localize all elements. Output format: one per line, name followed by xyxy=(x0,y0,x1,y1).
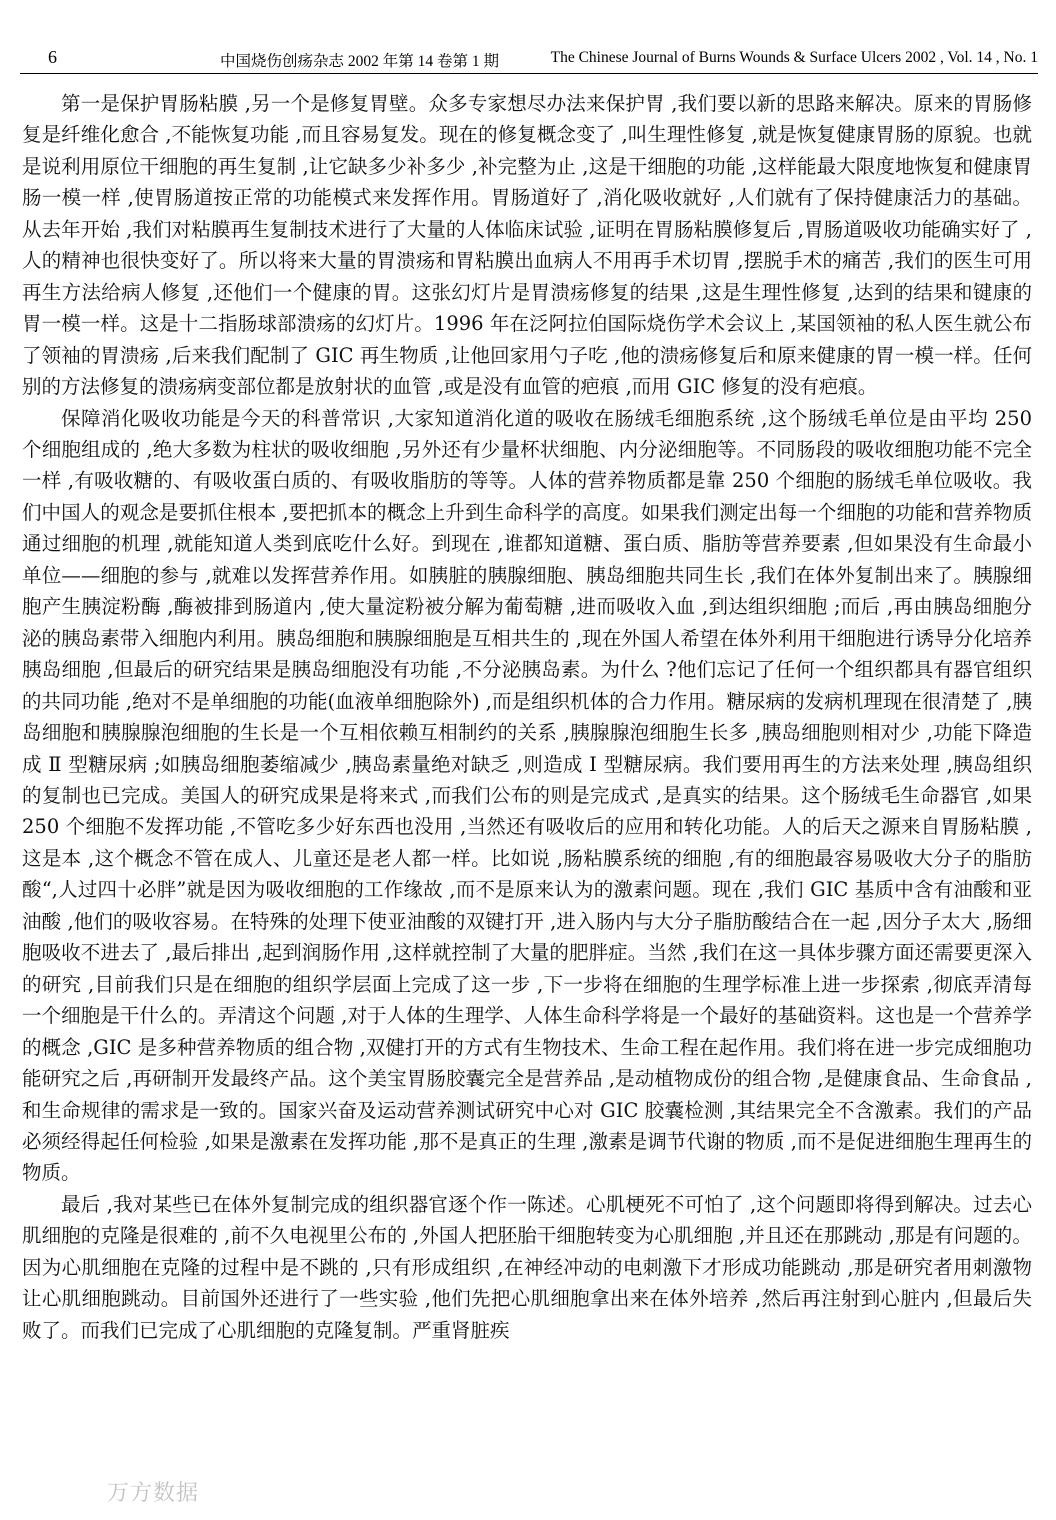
header-rule xyxy=(20,73,1038,74)
journal-title-english: The Chinese Journal of Burns Wounds & Surface Ulcers 2002 , Vol. 14 , No. 1 xyxy=(550,49,1038,66)
article-body xyxy=(22,88,1032,1346)
paragraph: 第一是保护胃肠粘膜 ,另一个是修复胃壁。众多专家想尽办法来保护胃 ,我们要以新的思路来解决。原来的胃肠修复是纤维化愈合 ,不能恢复功能 ,而且容易复发。现在的修复概念变了 ,叫生理性修复 ,就是恢复健康胃肠的原貌。也就是说利用原位干细胞的再生复制 ,让它缺多少补多少 ,补完整为止 ,这是干细胞的功能 ,这样能最大限度地恢复和健康胃肠一模一样 ,使胃肠道按正常的功能模式来发挥作用。胃肠道好了 ,消化吸收就好 ,人们就有了保持健康活力的基础。从去年开始 ,我们对粘膜再生复制技术进行了大量的人体临床试验 ,证明在胃肠粘膜修复后 ,胃肠道吸收功能确实好了 ,人的精神也很快变好了。所以将来大量的胃溃疡和胃粘膜出血病人不用再手术切胃 ,摆脱手术的痛苦 ,我们的医生可用再生方法给病人修复 ,还他们一个健康的胃。这张幻灯片是胃溃疡修复的结果 ,这是生理性修复 ,达到的结果和键康的胃一模一样。这是十二指肠球部溃疡的幻灯片。1996 年在泛阿拉伯国际烧伤学术会议上 ,某国领袖的私人医生就公布了领袖的胃溃疡 ,后来我们配制了 GIC 再生物质 ,让他回家用勺子吃 ,他的溃疡修复后和原来健康的胃一模一样。任何别的方法修复的溃疡病变部位都是放射状的血管 ,或是没有血管的疤痕 ,而用 GIC 修复的没有疤痕。 xyxy=(22,92,1032,399)
running-header xyxy=(20,47,1038,75)
paragraph: 保障消化吸收功能是今天的科普常识 ,大家知道消化道的吸收在肠绒毛细胞系统 ,这个肠绒毛单位是由平均 250 个细胞组成的 ,绝大多数为柱状的吸收细胞 ,另外还有少量杯状细胞、内分泌细胞等。不同肠段的吸收细胞功能不完全一样 ,有吸收糖的、有吸收蛋白质的、有吸收脂肪的等等。人体的营养物质都是靠 250 个细胞的肠绒毛单位吸收。我们中国人的观念是要抓住根本 ,要把抓本的概念上升到生命科学的高度。如果我们测定出每一个细胞的功能和营养物质通过细胞的机理 ,就能知道人类到底吃什么好。到现在 ,谁都知道糖、蛋白质、脂肪等营养要素 ,但如果没有生命最小单位——细胞的参与 ,就难以发挥营养作用。如胰脏的胰腺细胞、胰岛细胞共同生长 ,我们在体外复制出来了。胰腺细胞产生胰淀粉酶 ,酶被排到肠道内 ,使大量淀粉被分解为葡萄糖 ,进而吸收入血 ,到达组织细胞 ;而后 ,再由胰岛细胞分泌的胰岛素带入细胞内利用。胰岛细胞和胰腺细胞是互相共生的 ,现在外国人希望在体外利用干细胞进行诱导分化培养胰岛细胞 ,但最后的研究结果是胰岛细胞没有功能 ,不分泌胰岛素。为什么 ?他们忘记了任何一个组织都具有器官组织的共同功能 ,绝对不是单细胞的功能(血液单细胞除外) ,而是组织机体的合力作用。糖尿病的发病机理现在很清楚了 ,胰岛细胞和胰腺腺泡细胞的生长是一个互相依赖互相制约的关系 ,胰腺腺泡细胞生长多 ,胰岛细胞则相对少 ,功能下降造成 Ⅱ 型糖尿病 ;如胰岛细胞萎缩减少 ,胰岛素量绝对缺乏 ,则造成 Ⅰ 型糖尿病。我们要用再生的方法来处理 ,胰岛组织的复制也已完成。美国人的研究成果是将来式 ,而我们公布的则是完成式 ,是真实的结果。这个肠绒毛生命器官 ,如果 250 个细胞不发挥功能 ,不管吃多少好东西也没用 ,当然还有吸收后的应用和转化功能。人的后天之源来自胃肠粘膜 ,这是本 ,这个概念不管在成人、儿童还是老人都一样。比如说 ,肠粘膜系统的细胞 ,有的细胞最容易吸收大分子的脂肪酸“,人过四十必胖”就是因为吸收细胞的工作缘故 ,而不是原来认为的激素问题。现在 ,我们 GIC 基质中含有油酸和亚油酸 ,他们的吸收容易。在特殊的处理下使亚油酸的双键打开 ,进入肠内与大分子脂肪酸结合在一起 ,因分子太大 ,肠细胞吸收不进去了 ,最后排出 ,起到润肠作用 ,这样就控制了大量的肥胖症。当然 ,我们在这一具体步骤方面还需要更深入的研究 ,目前我们只是在细胞的组织学层面上完成了这一步 ,下一步将在细胞的生理学标准上进一步探索 ,彻底弄清每一个细胞是干什么的。弄清这个问题 ,对于人体的生理学、人体生命科学将是一个最好的基础资料。这也是一个营养学的概念 ,GIC 是多种营养物质的组合物 ,双健打开的方式有生物技术、生命工程在起作用。我们将在进一步完成细胞功能研究之后 ,再研制开发最终产品。这个美宝胃肠胶囊完全是营养品 ,是动植物成份的组合物 ,是健康食品、生命食品 ,和生命规律的需求是一致的。国家兴奋及运动营养测试研究中心对 GIC 胶囊检测 ,其结果完全不含激素。我们的产品必须经得起任何检验 ,如果是激素在发挥功能 ,那不是真正的生理 ,激素是调节代谢的物质 ,而不是促进细胞生理再生的物质。 xyxy=(22,406,1032,1185)
watermark: 万方数据 xyxy=(107,1481,200,1506)
journal-title-chinese: 中国烧伤创疡杂志 2002 年第 14 卷第 1 期 xyxy=(220,53,500,70)
paragraph: 最后 ,我对某些已在体外复制完成的组织器官逐个作一陈述。心肌梗死不可怕了 ,这个问题即将得到解决。过去心肌细胞的克隆是很难的 ,前不久电视里公布的 ,外国人把胚胎干细胞转变为心肌细胞 ,并且还在那跳动 ,那是有问题的。因为心肌细胞在克隆的过程中是不跳的 ,只有形成组织 ,在神经冲动的电刺激下才形成功能跳动 ,那是研究者用刺激物让心肌细胞跳动。目前国外还进行了一些实验 ,他们先把心肌细胞拿出来在体外培养 ,然后再注射到心脏内 ,但最后失败了。而我们已完成了心肌细胞的克隆复制。严重肾脏疾 xyxy=(22,1192,1032,1342)
page-number: 6 xyxy=(48,47,57,67)
